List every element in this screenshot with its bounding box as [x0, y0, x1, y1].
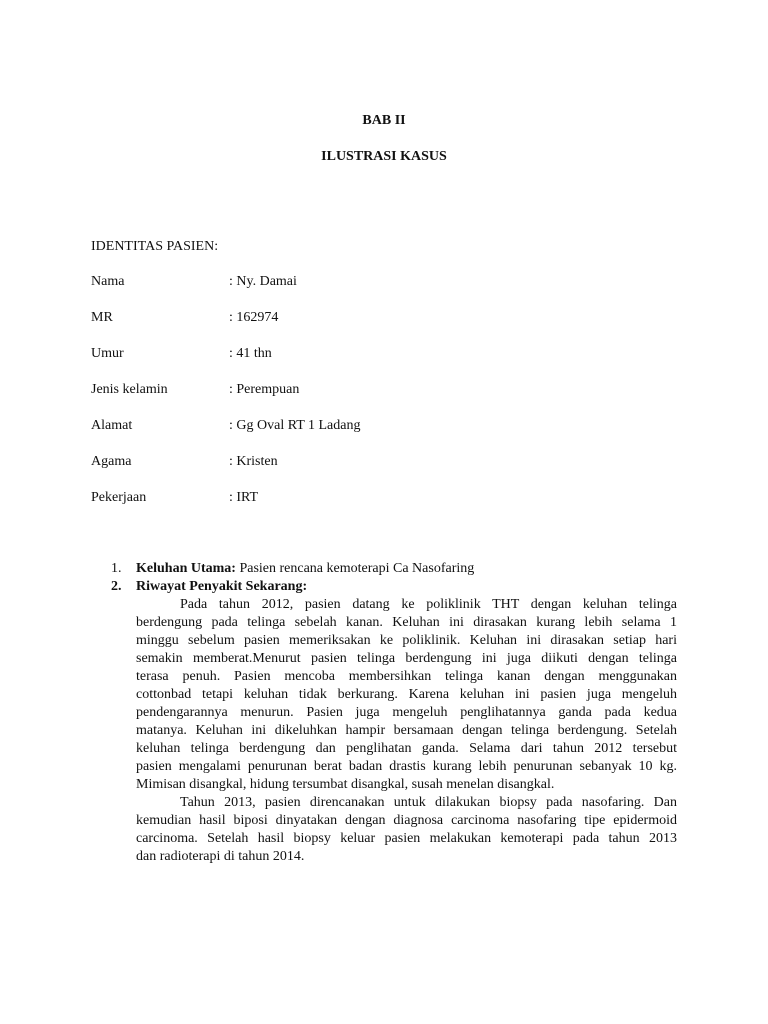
paragraph-line: pasien mengalami penurunan berat badan drastis kurang lebih penurunan sebanyak 10 kg.	[136, 759, 677, 774]
paragraph-line: terasa penuh. Pasien mencoba membersihkan telinga kanan dengan menggunakan	[136, 669, 677, 684]
numbered-list	[111, 560, 677, 866]
paragraph-line: semakin memberat.Menurut pasien telinga berdengung ini juga diikuti dengan telinga	[136, 651, 677, 666]
paragraph-history-2012	[136, 596, 677, 794]
field-value: : 41 thn	[229, 346, 272, 361]
paragraph-line: keluhan telinga berdengung dan penglihatan ganda. Selama dari tahun 2012 tersebut	[136, 741, 677, 756]
chapter-title: BAB II	[362, 113, 406, 128]
page-heading: ILUSTRASI KASUS	[321, 149, 447, 164]
field-value: : 162974	[229, 310, 279, 325]
paragraph-line: matanya. Keluhan ini dikeluhkan hampir bersamaan dengan telinga berdengung. Setelah	[136, 723, 677, 738]
field-label: Alamat	[91, 418, 133, 433]
field-value: : Ny. Damai	[229, 274, 297, 289]
field-label: Agama	[91, 454, 132, 469]
paragraph-line: minggu sebelum pasien memeriksakan ke poliklinik. Keluhan ini dirasakan setiap hari	[136, 633, 677, 648]
field-label: Pekerjaan	[91, 490, 147, 505]
paragraph-line: berdengung pada telinga sebelah kanan. Keluhan ini dirasakan kurang lebih selama 1	[136, 615, 677, 630]
field-label: Jenis kelamin	[91, 382, 168, 397]
list-item-riwayat-penyakit	[111, 578, 677, 866]
list-item-title: Keluhan Utama:	[136, 561, 236, 576]
paragraph-line: Tahun 2013, pasien direncanakan untuk dilakukan biopsy pada nasofaring. Dan	[180, 795, 677, 810]
list-number: 2.	[111, 579, 122, 594]
list-item-keluhan-utama	[111, 560, 677, 578]
paragraph-line: cottonbad tetapi keluhan tidak berkurang. Karena keluhan ini pasien juga mengeluh	[136, 687, 677, 702]
paragraph-line: dan radioterapi di tahun 2014.	[136, 849, 305, 864]
paragraph-line: Pada tahun 2012, pasien datang ke poliklinik THT dengan keluhan telinga	[180, 597, 677, 612]
paragraph-line: carcinoma. Setelah hasil biopsy keluar pasien melakukan kemoterapi pada tahun 2013	[136, 831, 677, 846]
paragraph-line: pendengarannya menurun. Pasien juga mengeluh penglihatannya ganda pada kedua	[136, 705, 677, 720]
paragraph-line: Mimisan disangkal, hidung tersumbat disangkal, susah menelan disangkal.	[136, 777, 555, 792]
identity-section-label: IDENTITAS PASIEN:	[91, 239, 219, 254]
field-label: Nama	[91, 274, 125, 289]
paragraph-line: kemudian hasil biposi dinyatakan dengan diagnosa carcinoma nasofaring tipe epidermoid	[136, 813, 677, 828]
field-value: : Perempuan	[229, 382, 300, 397]
field-label: Umur	[91, 346, 124, 361]
list-item-text: Pasien rencana kemoterapi Ca Nasofaring	[235, 561, 475, 576]
list-number: 1.	[111, 561, 122, 576]
field-value: : Gg Oval RT 1 Ladang	[229, 418, 361, 433]
field-value: : Kristen	[229, 454, 278, 469]
field-value: : IRT	[229, 490, 259, 505]
paragraph-history-2013	[136, 794, 677, 866]
field-label: MR	[91, 310, 113, 325]
list-item-title: Riwayat Penyakit Sekarang:	[136, 579, 308, 594]
